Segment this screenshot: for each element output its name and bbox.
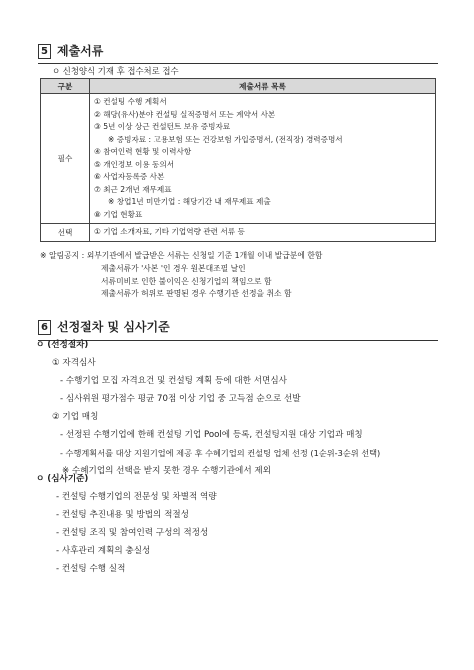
table-cell-category: 선택 [41,224,90,242]
section6-number: 6 [38,320,51,335]
procedure-item: - 심사위원 평가점수 평균 70점 이상 기업 중 고득점 순으로 선발 [60,394,301,404]
list-item: ④ 참여인력 현황 및 이력사항 [94,147,192,156]
procedure-item: - 수행계획서를 대상 지원기업에 제공 후 수혜기업의 컨설팅 업체 선정 (1순위-3순위 선택) [60,448,381,458]
section5-heading [38,42,438,64]
criteria-item: - 컨설팅 수행기업의 전문성 및 차별적 역량 [56,492,217,502]
documents-table [40,78,436,242]
section6-title: 선정절차 및 심사기준 [57,320,170,334]
list-item: ⑦ 최근 2개년 재무제표 [94,184,172,194]
notice-line: 제출서류가 허위로 판명된 경우 수행기관 선정을 취소 함 [101,289,292,299]
notice-line: 제출서류가 '사본 '인 경우 원본대조필 날인 [101,263,246,273]
table-cell-documents [90,224,436,242]
section5-intro: ㅇ 신청양식 기재 후 접수처로 접수 [52,66,179,76]
table-cell-category: 필수 [41,94,90,224]
list-item-note: ※ 증빙자료 : 고용보험 또는 건강보험 가입증명서, (전직장) 경력증명서 [108,134,343,144]
notice-line: ※ 알림공지 : 외부기관에서 발급받은 서류는 신청일 기준 1개월 이내 발급분에 한함 [40,251,323,260]
table-row-required [41,94,436,224]
list-item: ③ 5년 이상 상근 컨설턴트 보유 증빙자료 [94,122,231,131]
criteria-item: - 컨설팅 수행 실적 [56,564,126,574]
list-item-note: ※ 창업1년 미만기업 : 해당기간 내 재무제표 제출 [108,197,271,206]
list-item: ⑥ 사업자등록증 사본 [94,172,165,181]
notice-block [40,250,322,301]
list-item: ② 해당(유사)분야 컨설팅 실적증명서 또는 계약서 사본 [94,109,276,119]
table-row-optional [41,224,436,242]
list-item: ① 기업 소개자료, 기타 기업역량 관련 서류 등 [94,227,245,236]
table-cell-documents [90,94,436,224]
notice-line: 서류미비로 인한 불이익은 신청기업의 책임으로 함 [101,276,272,286]
criteria-item: - 사후관리 계획의 충실성 [56,546,151,556]
table-header-category: 구분 [41,79,90,94]
section5-number: 5 [38,44,51,59]
criteria-block [36,470,217,578]
procedure-item: - 수행기업 모집 자격요건 및 컨설팅 계획 등에 대한 서면심사 [60,376,287,386]
criteria-item: - 컨설팅 조직 및 참여인력 구성의 적정성 [56,528,209,538]
section5-title: 제출서류 [57,44,104,58]
list-item: ⑤ 개인정보 이용 동의서 [94,159,175,169]
procedure-block [36,336,380,480]
procedure-item: - 선정된 수행기업에 한해 컨설팅 기업 Pool에 등록, 컨설팅지원 대상 기업과 매칭 [60,430,363,440]
table-header-row [41,79,436,94]
procedure-heading: ㅇ (선정절차) [36,340,89,350]
criteria-heading: ㅇ (심사기준) [36,474,89,484]
criteria-item: - 컨설팅 추진내용 및 방법의 적절성 [56,510,189,520]
procedure-note: ※ 수혜기업의 선택을 받지 못한 경우 수행기관에서 제외 [62,466,271,476]
table-header-documents: 제출서류 목록 [90,79,436,94]
list-item: ① 컨설팅 수행 계획서 [94,97,167,106]
procedure-step-label: ② 기업 매칭 [52,412,99,422]
procedure-step-label: ① 자격심사 [52,358,96,368]
list-item: ⑧ 기업 현황표 [94,209,143,219]
